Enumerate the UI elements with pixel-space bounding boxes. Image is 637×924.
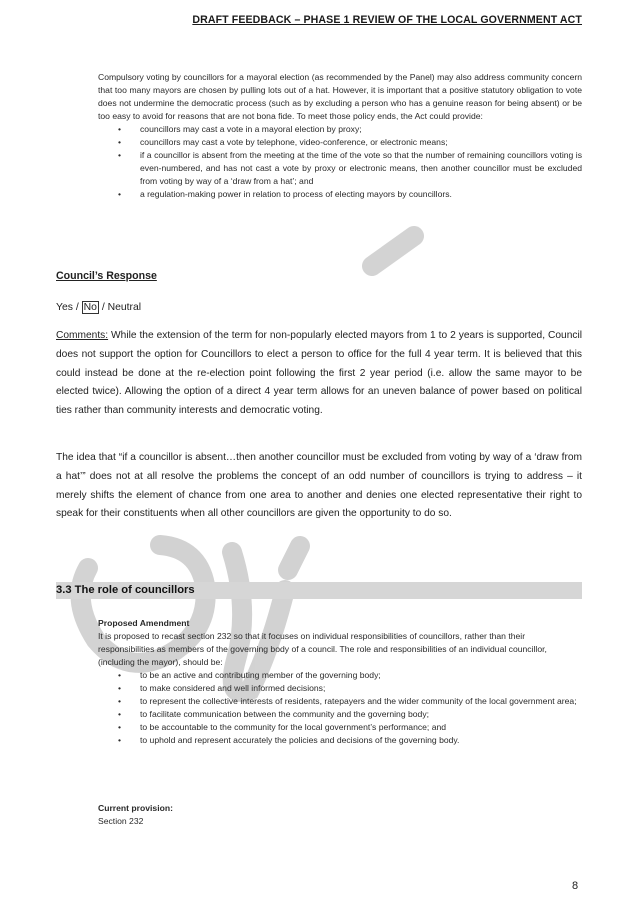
list-item: • a regulation-making power in relation to process of electing mayors by councillors. [98, 188, 582, 201]
intro-bullet-list [98, 123, 582, 201]
responsibilities-list [98, 669, 582, 747]
comments-text: While the extension of the term for non-popularly elected mayors from 1 to 2 years is supported, Council does not support the option for Councillors to elect a person to office for the full 4 year term. It is believed that this could instead be done at the re-election point following the first 2 year period (i.e. allow the same mayor to be elected twice). Allowing the option of a direct 4 year term allows for an uneven balance of power based on political ties rather than community interests and democratic voting. [56, 330, 582, 417]
comments-paragraph [56, 327, 582, 421]
list-item: • to uphold and represent accurately the policies and decisions of the governing body. [98, 734, 582, 747]
amendment-heading: Proposed Amendment [98, 618, 190, 628]
response-options [56, 302, 141, 313]
list-item: • councillors may cast a vote in a mayoral election by proxy; [98, 123, 582, 136]
option-yes: Yes / [56, 302, 79, 313]
list-item: • to be accountable to the community for the local government’s performance; and [98, 721, 582, 734]
section-heading: 3.3 The role of councillors [56, 582, 582, 599]
intro-block [98, 71, 582, 201]
list-item: • to facilitate communication between the community and the governing body; [98, 708, 582, 721]
page-number: 8 [572, 880, 579, 892]
intro-paragraph: Compulsory voting by councillors for a mayoral election (as recommended by the Panel) may also address community concern that too many mayors are chosen by pulling lots out of a hat. However, it is important that a positive statutory obligation to vote does not undermine the democratic process (such as by excluding a person who has a genuine reason for being absent) or be too easy to avoid for reasons that are not bona fide. To meet those policy ends, the Act could provide: [98, 72, 582, 121]
response-heading: Council’s Response [56, 270, 157, 282]
list-item: • to make considered and well informed decisions; [98, 682, 582, 695]
current-provision-text: Section 232 [98, 816, 144, 826]
option-neutral: / Neutral [101, 302, 142, 313]
option-no-selected: No [83, 302, 97, 313]
page-header: DRAFT FEEDBACK – PHASE 1 REVIEW OF THE LOCAL GOVERNMENT ACT [192, 14, 582, 26]
amendment-paragraph: It is proposed to recast section 232 so that it focuses on individual responsibilities of councillors, rather than their responsibilities as members of the governing body of a council. The role and responsibilities of an individual councillor, (including the mayor), should be: [98, 631, 547, 667]
current-provision-heading: Current provision: [98, 803, 173, 813]
idea-paragraph: The idea that “if a councillor is absent…then another councillor must be excluded from voting by way of a ‘draw from a hat’” does not at all resolve the problems the concept of an odd number of councillors is trying to address – it merely shifts the element of chance from one area to another and denies one elected representative their right to speak for their constituents when all other councillors are given the opportunity to do so. [56, 452, 582, 520]
list-item: • if a councillor is absent from the meeting at the time of the vote so that the number of remaining councillors voting is even-numbered, and has not cast a vote by proxy or electronic means, then another councillor must be excluded from voting by way of a ‘draw from a hat’; and [98, 149, 582, 188]
list-item: • to represent the collective interests of residents, ratepayers and the wider community of the local government area; [98, 695, 582, 708]
list-item: • to be an active and contributing member of the governing body; [98, 669, 582, 682]
comments-label: Comments: [56, 330, 109, 341]
current-provision-block [98, 802, 398, 828]
amendment-block [98, 617, 582, 747]
list-item: • councillors may cast a vote by telephone, video-conference, or electronic means; [98, 136, 582, 149]
